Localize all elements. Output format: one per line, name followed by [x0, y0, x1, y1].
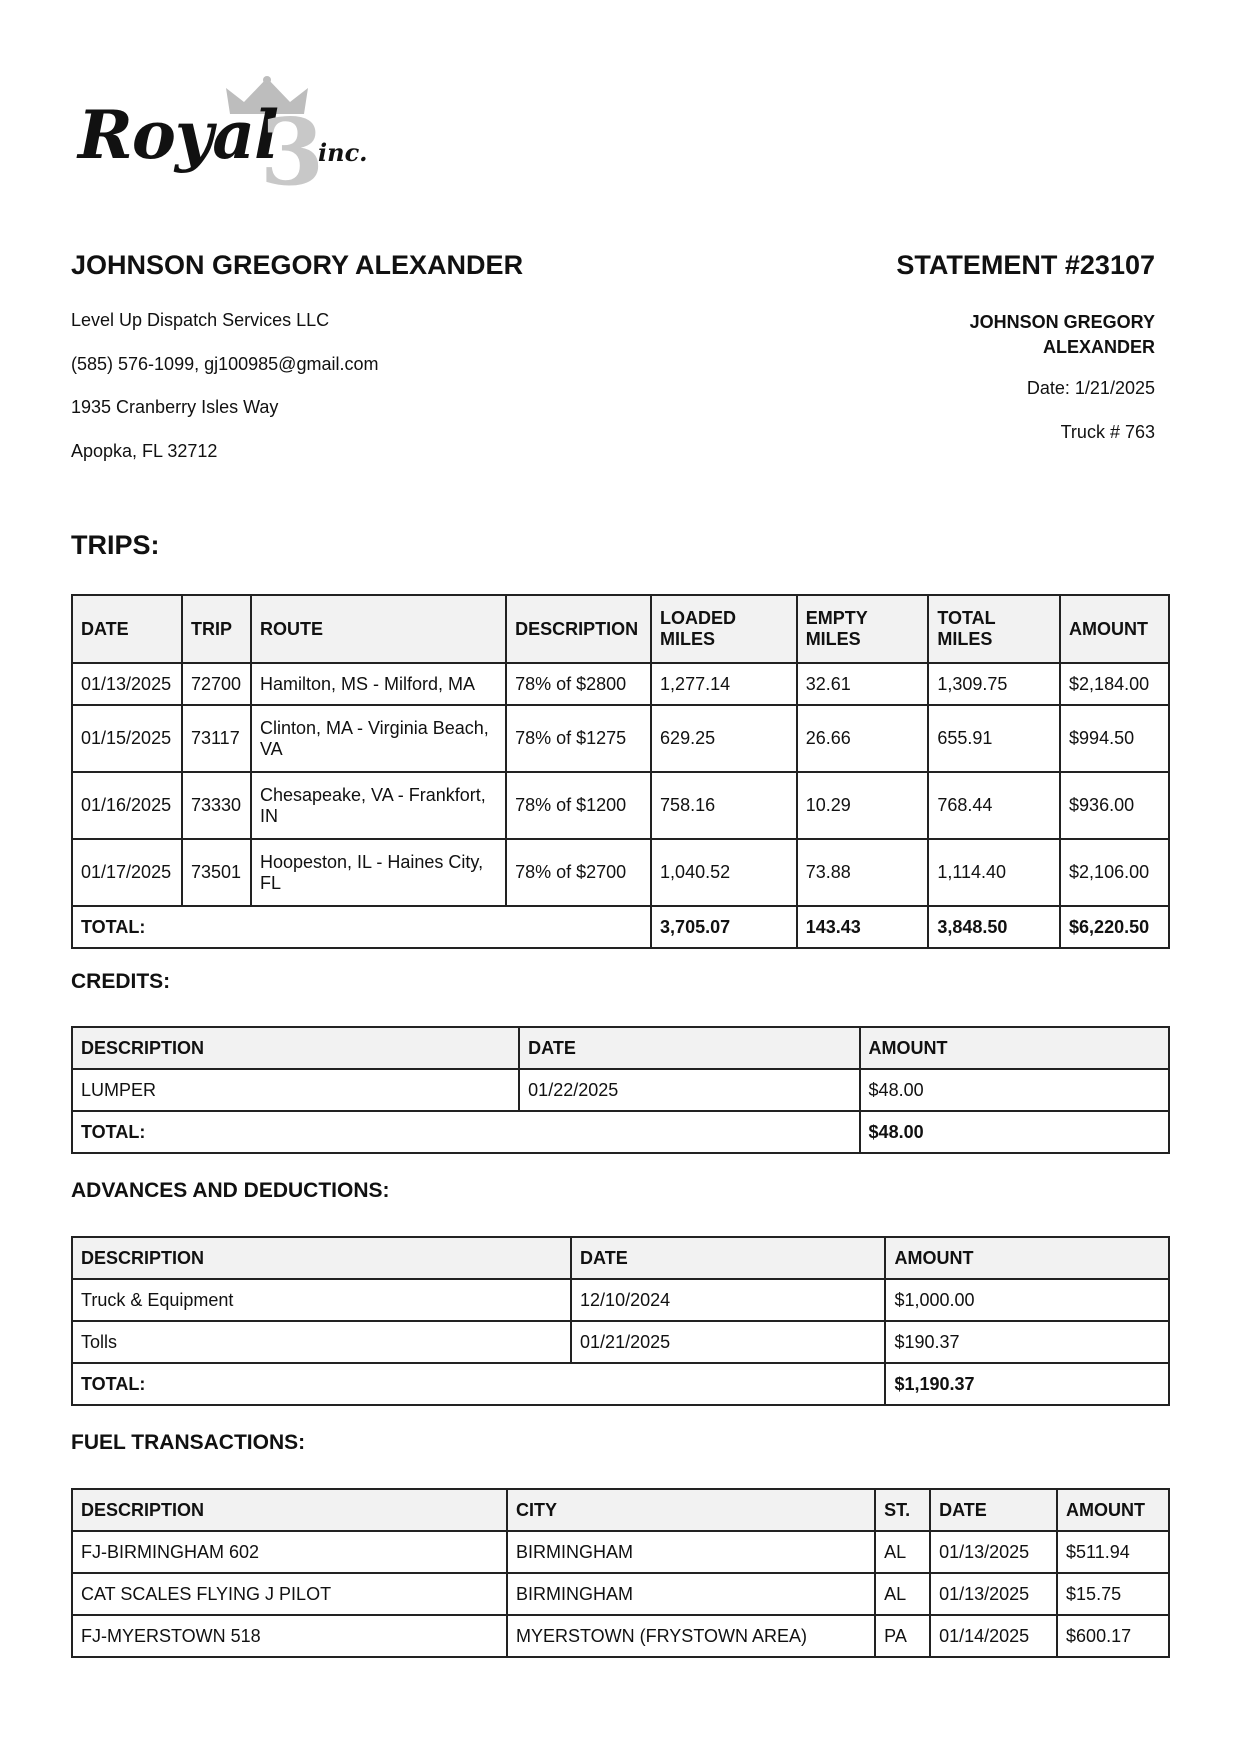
col-date: DATE [519, 1027, 859, 1069]
deductions-total-label: TOTAL: [72, 1363, 885, 1405]
col-empty-miles: EMPTY MILES [797, 595, 929, 663]
table-row [72, 1069, 1169, 1111]
col-trip: TRIP [182, 595, 251, 663]
credits-total-label: TOTAL: [72, 1111, 860, 1153]
deduction-description: Truck & Equipment [72, 1279, 571, 1321]
trip-description: 78% of $2800 [506, 663, 651, 705]
deductions-heading: ADVANCES AND DEDUCTIONS: [71, 1179, 390, 1202]
trip-loaded-miles: 758.16 [651, 772, 797, 839]
fuel-table [71, 1488, 1170, 1658]
trip-route: Chesapeake, VA - Frankfort, IN [251, 772, 506, 839]
credit-description: LUMPER [72, 1069, 519, 1111]
company-info [71, 310, 378, 484]
trip-loaded-miles: 1,277.14 [651, 663, 797, 705]
deductions-total-amount: $1,190.37 [885, 1363, 1169, 1405]
trip-date: 01/17/2025 [72, 839, 182, 906]
fuel-city: BIRMINGHAM [507, 1531, 875, 1573]
statement-date: Date: 1/21/2025 [1026, 378, 1155, 398]
trip-description: 78% of $2700 [506, 839, 651, 906]
deductions-header-row [72, 1237, 1169, 1279]
credits-header-row [72, 1027, 1169, 1069]
company-logo [72, 76, 382, 206]
fuel-description: FJ-BIRMINGHAM 602 [72, 1531, 507, 1573]
credit-amount: $48.00 [860, 1069, 1169, 1111]
trip-route: Hamilton, MS - Milford, MA [251, 663, 506, 705]
company-name: Level Up Dispatch Services LLC [71, 310, 330, 330]
recipient-name-line2: ALEXANDER [1042, 337, 1155, 357]
trip-number: 73117 [182, 705, 251, 772]
logo-word: Royal [78, 96, 279, 174]
trips-header-row [72, 595, 1169, 663]
col-amount: AMOUNT [1060, 595, 1169, 663]
trips-total-loaded: 3,705.07 [651, 906, 797, 948]
trip-empty-miles: 26.66 [797, 705, 929, 772]
table-row [72, 1615, 1169, 1657]
fuel-state: AL [875, 1531, 930, 1573]
trip-loaded-miles: 1,040.52 [651, 839, 797, 906]
deduction-description: Tolls [72, 1321, 571, 1363]
trip-number: 72700 [182, 663, 251, 705]
table-row [72, 1573, 1169, 1615]
deduction-date: 01/21/2025 [571, 1321, 885, 1363]
fuel-description: FJ-MYERSTOWN 518 [72, 1615, 507, 1657]
trip-total-miles: 1,114.40 [928, 839, 1060, 906]
truck-number: Truck # 763 [1060, 421, 1155, 442]
col-city: CITY [507, 1489, 875, 1531]
deduction-amount: $1,000.00 [885, 1279, 1169, 1321]
credit-date: 01/22/2025 [519, 1069, 859, 1111]
table-row [72, 839, 1169, 906]
fuel-amount: $600.17 [1057, 1615, 1169, 1657]
trip-total-miles: 655.91 [928, 705, 1060, 772]
trip-description: 78% of $1200 [506, 772, 651, 839]
trip-date: 01/13/2025 [72, 663, 182, 705]
fuel-city: MYERSTOWN (FRYSTOWN AREA) [507, 1615, 875, 1657]
fuel-amount: $15.75 [1057, 1573, 1169, 1615]
trip-total-miles: 1,309.75 [928, 663, 1060, 705]
trip-number: 73501 [182, 839, 251, 906]
trip-empty-miles: 10.29 [797, 772, 929, 839]
col-amount: AMOUNT [1057, 1489, 1169, 1531]
recipient-name [855, 310, 1155, 360]
company-address-line2: Apopka, FL 32712 [71, 440, 218, 461]
col-description: DESCRIPTION [506, 595, 651, 663]
deductions-total-row [72, 1363, 1169, 1405]
col-state: ST. [875, 1489, 930, 1531]
trip-amount: $2,106.00 [1060, 839, 1169, 906]
company-address-line1: 1935 Cranberry Isles Way [71, 397, 279, 417]
fuel-state: AL [875, 1573, 930, 1615]
trip-amount: $2,184.00 [1060, 663, 1169, 705]
table-row [72, 772, 1169, 839]
col-description: DESCRIPTION [72, 1489, 507, 1531]
fuel-state: PA [875, 1615, 930, 1657]
fuel-header-row [72, 1489, 1169, 1531]
fuel-amount: $511.94 [1057, 1531, 1169, 1573]
credits-table [71, 1026, 1170, 1154]
fuel-description: CAT SCALES FLYING J PILOT [72, 1573, 507, 1615]
statement-number: STATEMENT #23107 [896, 250, 1155, 280]
logo-numeral: 3 [260, 98, 325, 206]
statement-info [855, 310, 1155, 465]
fuel-city: BIRMINGHAM [507, 1573, 875, 1615]
col-route: ROUTE [251, 595, 506, 663]
trip-date: 01/16/2025 [72, 772, 182, 839]
col-amount: AMOUNT [860, 1027, 1169, 1069]
table-row [72, 705, 1169, 772]
credits-heading: CREDITS: [71, 970, 171, 993]
fuel-date: 01/14/2025 [930, 1615, 1057, 1657]
trips-total-empty: 143.43 [797, 906, 929, 948]
credits-total-amount: $48.00 [860, 1111, 1169, 1153]
trips-total-miles: 3,848.50 [928, 906, 1060, 948]
trip-number: 73330 [182, 772, 251, 839]
deduction-amount: $190.37 [885, 1321, 1169, 1363]
table-row [72, 1321, 1169, 1363]
col-date: DATE [930, 1489, 1057, 1531]
trips-total-row [72, 906, 1169, 948]
trip-date: 01/15/2025 [72, 705, 182, 772]
col-date: DATE [72, 595, 182, 663]
table-row [72, 663, 1169, 705]
trip-loaded-miles: 629.25 [651, 705, 797, 772]
deduction-date: 12/10/2024 [571, 1279, 885, 1321]
logo-suffix: inc. [318, 138, 368, 167]
trip-route: Clinton, MA - Virginia Beach, VA [251, 705, 506, 772]
trips-total-label: TOTAL: [72, 906, 651, 948]
driver-name: JOHNSON GREGORY ALEXANDER [71, 250, 524, 280]
trip-amount: $936.00 [1060, 772, 1169, 839]
recipient-name-line1: JOHNSON GREGORY [969, 312, 1155, 332]
trips-total-amount: $6,220.50 [1060, 906, 1169, 948]
company-contact: (585) 576-1099, gj100985@gmail.com [71, 353, 379, 374]
col-total-miles: TOTAL MILES [928, 595, 1060, 663]
fuel-heading: FUEL TRANSACTIONS: [71, 1431, 306, 1454]
col-description: DESCRIPTION [72, 1027, 519, 1069]
col-amount: AMOUNT [885, 1237, 1169, 1279]
trip-empty-miles: 32.61 [797, 663, 929, 705]
col-loaded-miles: LOADED MILES [651, 595, 797, 663]
fuel-date: 01/13/2025 [930, 1573, 1057, 1615]
trips-table [71, 594, 1170, 949]
credits-total-row [72, 1111, 1169, 1153]
trip-description: 78% of $1275 [506, 705, 651, 772]
table-row [72, 1279, 1169, 1321]
col-date: DATE [571, 1237, 885, 1279]
trip-route: Hoopeston, IL - Haines City, FL [251, 839, 506, 906]
fuel-date: 01/13/2025 [930, 1531, 1057, 1573]
deductions-table [71, 1236, 1170, 1406]
col-description: DESCRIPTION [72, 1237, 571, 1279]
trip-amount: $994.50 [1060, 705, 1169, 772]
table-row [72, 1531, 1169, 1573]
trip-total-miles: 768.44 [928, 772, 1060, 839]
trips-heading: TRIPS: [71, 530, 160, 560]
trip-empty-miles: 73.88 [797, 839, 929, 906]
